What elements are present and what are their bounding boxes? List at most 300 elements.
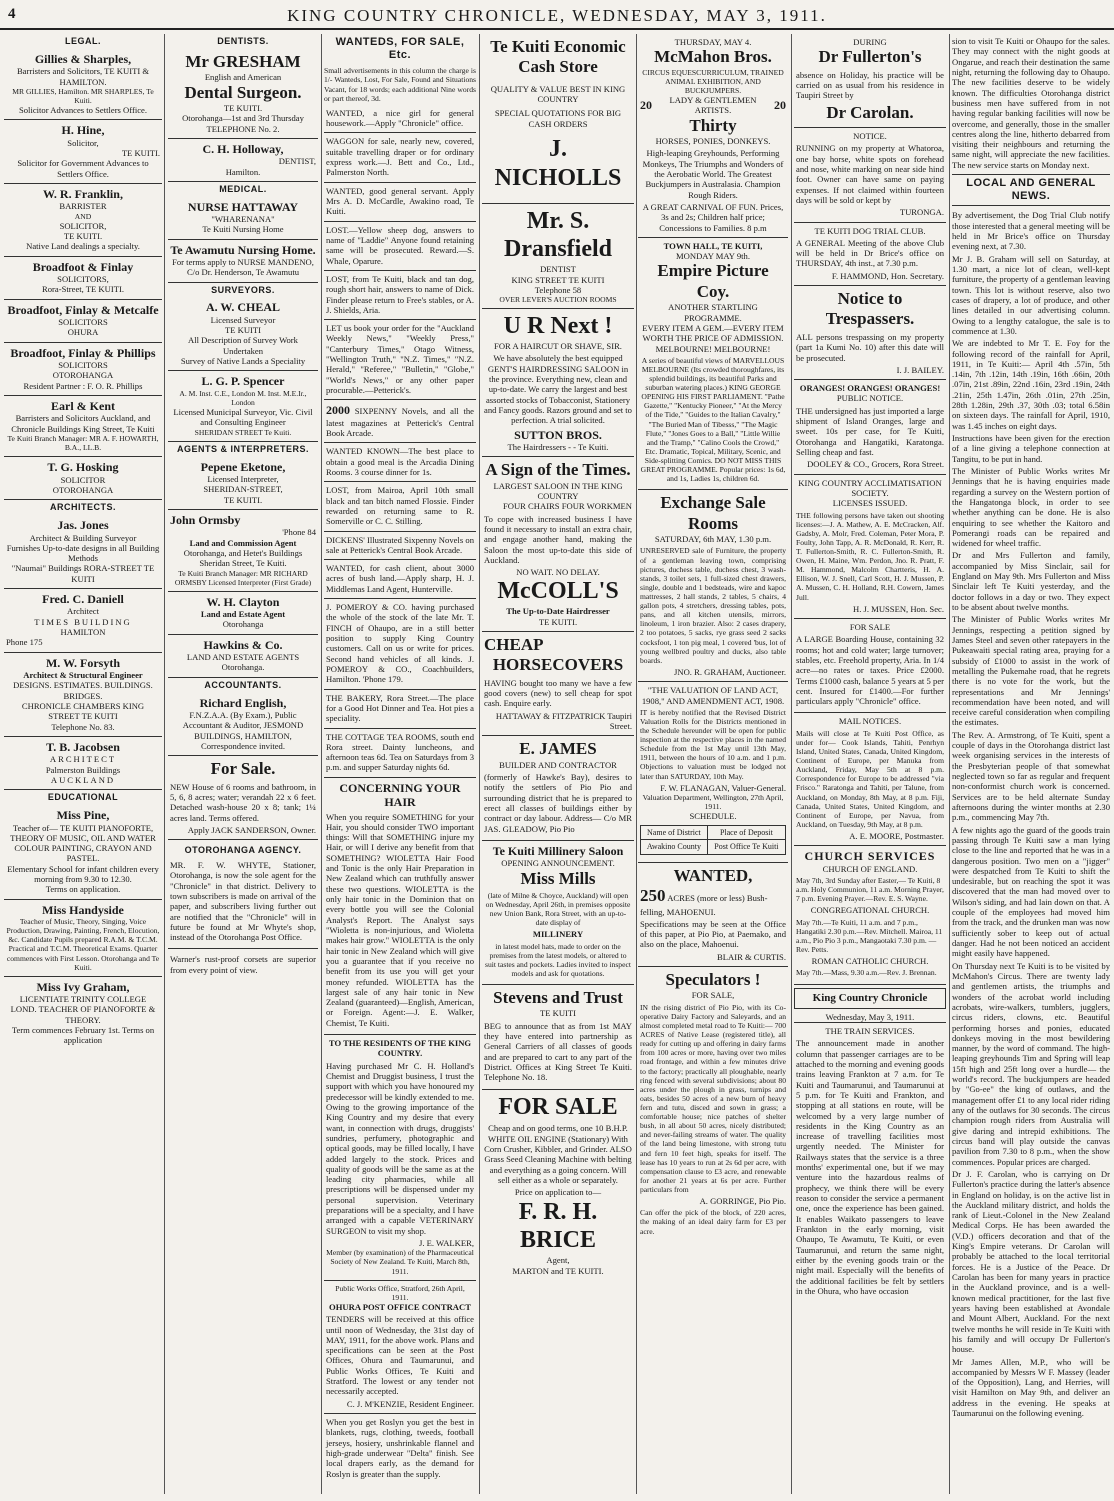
ad-title: Solicitor, (67, 137, 99, 148)
ad-desc: F.N.Z.A.A. (By Exam.), Public Accountant & Auditor, JESMOND BUILDINGS, HAMILTON, Correspondence invited. (182, 709, 304, 751)
ad-text: MR. F. W. WHYTE, Stationer, Otorohanga, is now the sole agent for the "Chronicle" in that district. Delivery to town subscribers is made on arrival of the paper, and subscribers living further out are notified that the "Chronicle" will in future be found at Mr Whyte's shop, instead of the Otorohanga Post Office. (170, 859, 316, 943)
ad-text: HAVING bought too many we have a few good covers (new) to sell cheap for spot cash. Enquire early. (484, 677, 632, 709)
classified-ad: LOST.—Yellow sheep dog, answers to name of "Laddie" Anyone found retaining same will be prosecuted. Reward.—S. Whale, Oparure. (324, 222, 476, 271)
ad-name: McCOLL'S (497, 578, 619, 605)
section-heading: ARCHITECTS. (50, 502, 116, 513)
ad-name: Broadfoot, Finlay & Metcalfe (7, 302, 159, 317)
section-heading: CHURCH SERVICES (804, 849, 936, 864)
church-text: May 7th, 3rd Sunday after Easter,— Te Kuiti, 8 a.m. Holy Communion, 11 a.m. Morning Prayer, 7 p.m. Evening Prayer.—Rev. E. S. Wayne. (796, 876, 944, 904)
news-item: Dr J. F. Carolan, who is carrying on Dr Fullerton's practice during the latter's absence in England on holiday, is on the active list in the Auckland military district, and holds the rank of Lieut.-Colonel in the New Zealand Medical Corps. He has been awarded the (V.D.) officers decoration and that of the King's Empire veterans. Dr Carolan will probably be attached to the local territorial forces. He is a Justice of the Peace. Dr Carolan has been for many years in practice in the Auckland province, and is a well-known medical practitioner, for the last five years having been established at Avondale and Mount Albert, Auckland. For the next twelve months he will reside in Te Kuiti with his family and will occupy Dr Fullerton's house. (952, 1168, 1110, 1355)
column-rule (791, 34, 792, 1494)
ad-addr: Otorohanga, and Hetet's Buildings Sheridan Street, Te Kuiti. (183, 547, 303, 569)
ad-phone: Telephone No. 83. (51, 721, 115, 732)
ad-title: Licensed Surveyor (210, 314, 276, 325)
ad-addr: SHERIDAN STREET Te Kuiti. (194, 427, 292, 437)
ad-otorohanga-agency (168, 840, 318, 949)
ad-sub: The Up-to-Date Hairdresser (506, 606, 610, 617)
ad-name: F. R. H. BRICE (518, 1198, 598, 1254)
classified-ad: DICKENS' Illustrated Sixpenny Novels on sale at Petterick's Central Book Arcade. (324, 532, 476, 561)
ad-text: THE undersigned has just imported a large shipment of Island Oranges, large and sweet. 10s per case, for Te Kuiti, Otorohanga and Hangatiki, Karatonga. Selling cheap and fast. (796, 405, 944, 457)
ad-title: OHURA POST OFFICE CONTRACT (329, 1301, 471, 1312)
ad-name: Te Awamutu Nursing Home. (170, 242, 316, 257)
ad-list: DESIGNS. ESTIMATES. BUILDINGS. BRIDGES. (13, 680, 153, 701)
ad-title: SOLICITORS, (57, 274, 109, 285)
ad-body (640, 886, 786, 917)
church-heading: CONGREGATIONAL CHURCH. (810, 905, 930, 916)
ad-foot: The Hairdressers - - Te Kuiti. (507, 441, 609, 452)
ad-name: Miss Handyside (42, 902, 124, 917)
ad-price: Price on application to— (514, 1187, 602, 1198)
ad-sub: LARGEST SALOON IN THE KING COUNTRY (493, 480, 623, 501)
ad-sign: F. HAMMOND, Hon. Secretary. (831, 270, 944, 281)
mail-sign: A. E. MOORE, Postmaster. (849, 830, 944, 841)
mail-notices (794, 713, 946, 846)
ad-title: Land and Estate Agent (200, 609, 286, 620)
ad-sign: F. W. FLANAGAN, Valuer-General. (660, 782, 786, 793)
rates-note: Small advertisements in this column the charge is 1/- Wanteds, Lost, For Sale, Found and Situations Vacant, for 18 words; each additional Nine words or part thereof, 3d. (324, 66, 476, 103)
classified-ad: THE BAKERY, Rora Street.—The place for a Good Hot Dinner and Tea. Hot pies a speciality. (324, 690, 476, 729)
ad-text: (formerly of Hawke's Bay), desires to notify the settlers of Pio Pio and surrounding district that he is prepared to erect all classes of buildings either by contract or day labour. Address— C/o MR JAS. GLEADOW, Pio Pio (484, 771, 632, 834)
ad-sub: English and American (204, 72, 282, 83)
article-heading: THE TRAIN SERVICES. (825, 1026, 915, 1036)
ad-title: CONCERNING YOUR HAIR (339, 780, 461, 810)
ad-name: Miss Ivy Graham, (36, 979, 130, 994)
ad-artists (640, 95, 786, 116)
ad-terms: Term commences February 1st. Terms on application (11, 1025, 155, 1046)
ad-name: Dr Fullerton's (818, 47, 922, 67)
article-text: sion to visit Te Kuiti or Ohaupo for the sales. They may connect with the night goods at Ongarue, and reach their destination the same night, returning the following day to Ohaupo. The new facilities deserve to be widely known. The difficulties Otorohanga district business men have suffered from in not having regular banking facilities will now be overcome, and generally, those in the smaller centres along the line, hitherto debarred from visiting their neighbours and returning the same night, will appreciate the new facilities. The new service starts on Monday next. (952, 36, 1110, 170)
ad-place: HAMILTON (60, 627, 106, 638)
ad-ormsby (168, 510, 318, 592)
ad-addr: "Naumai" Buildings RORA-STREET TE KUITI (11, 563, 155, 584)
table-row (641, 840, 786, 855)
ad-line: AND (74, 211, 92, 221)
ad-title: TO THE RESIDENTS OF THE KING COUNTRY. (328, 1038, 472, 1059)
ad-name: Gillies & Sharples, (34, 51, 132, 66)
ad-name: Hawkins & Co. (203, 637, 283, 652)
ad-text: NEW House of 6 rooms and bathroom, in 5, 6, 8 acres; water; verandah 22 x 6 feet. Detached wash-house 20 x 8; tank; 1¼ acres land. Terms offered. (170, 781, 316, 823)
classified-ad (324, 400, 476, 443)
ad-text: Warner's rust-proof corsets are superior from every point of view. (170, 954, 316, 975)
ad-name: SUTTON BROS. (514, 427, 602, 442)
ad-title: Architect & Building Surveyor (29, 532, 137, 543)
news-item: Mr J. B. Graham will sell on Saturday, at 1.30 mart, a nice lot of clean, well-kept furniture, the property of a gentleman leaving town. This lot is without reserve, also two cases of drapery, a lot of produce, and other lines detailed in our advertising column. Owing to a lengthy catalogue, the sale is to commence at 1.30. (952, 253, 1110, 336)
ad-title: Te Kuiti Economic Cash Store (490, 37, 626, 77)
ad-notice (794, 128, 946, 223)
ad-title: ORANGES! ORANGES! ORANGES! (799, 383, 941, 394)
ad-sign: JNO. R. GRAHAM, Auctioneer. (674, 666, 786, 677)
ad-number: 2000 (326, 403, 350, 418)
ad-name: Miss Pine, (56, 808, 110, 823)
church-text: May 7th.—Te Kuiti, 11 a.m. and 7 p.m., Hangatiki 2.30 p.m.—Rev. Mitchell. Mairoa, 11 a.m., Pio Pio 3 p.m., Mangaotaki 7.30 p.m. —Rev. Petts. (796, 917, 943, 954)
ad-foot: Survey of Native Lands a Speciality (180, 356, 306, 367)
ad-name: John Ormsby (170, 512, 241, 527)
ad-name: M. W. Forsyth (45, 655, 120, 670)
column-professional (168, 34, 318, 1494)
column-wanteds (324, 34, 476, 1494)
ad-sign: TURONGA. (899, 207, 944, 218)
ad-sub: CIRCUS EQUESCURRICULUM, TRAINED ANIMAL EXHIBITION, AND BUCKJUMPERS. (642, 67, 784, 95)
ad-name: Earl & Kent (51, 399, 115, 414)
ad-gem: EVERY ITEM A GEM.—EVERY ITEM WORTH THE PRICE OF ADMISSION. (642, 322, 784, 344)
ad-fullerton (794, 34, 946, 128)
ad-foot: in latest model hats, made to order on the premises from the latest models, or altered to suit tastes and pockets. Ladies invited to inspect models and ask for quotations. (485, 941, 631, 978)
ad-text: High-leaping Greyhounds, Performing Monkeys, The Triumphs and Wonders of the Aerobatic World. The Greatest Buckjumpers in Australasia. Champion Rough Riders. (642, 148, 784, 200)
classified-ad: WANTED KNOWN—The best place to obtain a good meal is the Arcadia Dining Rooms. 3 course dinner for 1s. (324, 443, 476, 482)
ad-desc: All Description of Survey Work Undertaken (188, 335, 298, 356)
ad-title: Te Kuiti Millinery Saloon (492, 843, 624, 858)
church-text: May 7th.—Mass, 9.30 a.m.—Rev. J. Brennan. (796, 968, 937, 978)
ad-title: SOLICITOR (60, 474, 106, 485)
ad-foot: A GREAT CARNIVAL OF FUN. Prices, 3s and 2s; Children half price; Concessions to Families. 8 p.m (642, 201, 784, 233)
ad-lady: LADY & GENTLEMEN ARTISTS. (669, 95, 757, 116)
ad-exchange (638, 490, 788, 682)
ad-phone: Phone 175 (6, 637, 43, 648)
ad-place: Otorohanga (222, 619, 264, 630)
ad-title: BUILDER AND CONTRACTOR (499, 759, 617, 770)
table-header: Place of Deposit (707, 825, 785, 840)
ad-title: LAND AND ESTATE AGENTS (186, 652, 300, 663)
ad-foot: Te Kuiti Nursing Home (202, 224, 284, 235)
news-item: Mr James Allen, M.P., who will be accompanied by Messrs W F. Massey (leader of the Opposition), Lang, and Herries, will visit Hamilton on May 9th, and deliver an address in the evening. He speaks at Taumarunui on the following evening. (952, 1356, 1110, 1419)
ad-text: TENDERS will be received at this office until noon of Wednesday, the 31st day of MAY, 1911, for the above work. Plans and specifications can be seen at the Post Offices, Ohura and Taumarunui, and Public Works Offices, Te Kuiti and Stratford. The lowest or any tender not necessarily accepted. (326, 1314, 474, 1397)
ad-addr: CHRONICLE CHAMBERS KING STREET TE KUITI (21, 701, 145, 722)
ad-place: MARTON and TE KUITI. (512, 1265, 604, 1276)
editorial-masthead: King Country Chronicle (794, 988, 946, 1009)
ad-name: Fred. C. Daniell (42, 592, 124, 607)
ad-title: FOR SALE (498, 1093, 618, 1120)
ad-special: SPECIAL QUOTATIONS FOR BIG CASH ORDERS (494, 108, 622, 129)
ad-foot: Native Land dealings a specialty. (26, 241, 140, 252)
news-item: On Thursday next Te Kuiti is to be visited by McMahon's Circus. There are twenty lady and gentlemen artists, the triumphs and wonders of the acrobat world including acrobats, wire-walkers, tumblers, jugglers, circus riders, clowns, etc. Beautiful performing horses and ponies, educated donkeys moving in the most bewildering manner, by the word of command. The high-leaping greyhounds Tim and Spring will leap 15ft high and 25ft long over a hurdle— the world's record. The buckjumpers are headed by "Go-ee" the king of outlaws, and the management offer £1 to any local rider riding any of the outlaws for 30 seconds. The circus champion rough riders from Australia will give daring and intrepid exhibitions. The circus band will play outside the canvas pavilion from 7.30 to 8 p.m., when the show commences. Popular prices are charged. (952, 960, 1110, 1167)
ad-sign: A. GORRINGE, Pio Pio. (699, 1196, 786, 1207)
ad-text: We have absolutely the best equipped GENT'S HAIRDRESSING SALOON in the province. Everything new, clean and up-to-date. We carry the largest and best assorted stocks of Tobacconist, Stationery and Fancy goods. Razors ground and set to perfection. A trial solicited. (484, 353, 632, 426)
ad-for-sale (168, 756, 318, 840)
ad-foot: Te Kuiti Branch Manager: MR A. F. HOWARTH, B.A., LL.B. (7, 434, 159, 453)
ad-title: A Sign of the Times. (485, 460, 631, 480)
ad-dog-trial (794, 223, 946, 287)
ad-phone: Telephone 58 (534, 284, 582, 295)
ad-hawkins (168, 635, 318, 678)
column-rule (949, 34, 950, 1494)
ad-pine (4, 805, 162, 900)
news-item: The Minister of Public Works writes Mr Jennings, respecting a petition signed by James Steel and seven other ratepayers in the Pukeawaiti special rating area, praying for a subsidy of £1000 to assist in the work of metalling the Pukemahe road, that he regrets there is no vote for the work, but the representations and Mr Jennings' recommendation have been noted, and will receive careful consideration when compiling the estimates. (952, 614, 1110, 728)
ad-name: L. G. P. Spencer (201, 374, 285, 389)
ad-line: BARRISTER (59, 201, 107, 212)
ad-jacobsen (4, 737, 162, 790)
ad-residents (324, 1035, 476, 1281)
news-item: By advertisement, the Dog Trial Club notify those interested that a general meeting will be held in Mr Brice's office on Thursday evening next, at 7.30. (952, 210, 1110, 252)
ad-thirty: Thirty (689, 115, 737, 135)
ad-name: W. H. Clayton (206, 594, 280, 609)
section-heading: LEGAL. (65, 36, 101, 46)
ad-name: Stevens and Trust (493, 988, 623, 1008)
ad-text: To cope with increased business I have found it necessary to install an extra chair, and engage another hand, making the Saloon the most up-to-date this side of Auckland. (484, 513, 632, 565)
ad-trespassers (794, 286, 946, 380)
schedule-table (640, 825, 786, 855)
ad-text: BEG to announce that as from 1st MAY they have entered into partnership as General Carriers of all classes of goods and are prepared to cart to any part of the District. Offices at King Street Te Kuiti. Telephone No. 18. (484, 1020, 632, 1083)
ad-desc: Furnishes Up-to-date designs in all Building Methods (6, 542, 160, 564)
ad-oto: Otorohanga—1st and 3rd Thursday (182, 113, 304, 124)
ad-line: SOLICITOR, (59, 220, 107, 231)
ad-sub: ANOTHER STARTLING PROGRAMME. (668, 302, 758, 323)
classified-ad: WANTED, a nice girl for general housework.—Apply "Chronicle" office. (324, 105, 476, 134)
ad-hine (4, 120, 162, 184)
masthead (0, 0, 1114, 30)
ad-date: THURSDAY, MAY 4. (674, 37, 752, 47)
ad-name: E. JAMES (519, 739, 597, 759)
ad-title: Licensed Municipal Surveyor, Vic. Civil and Consulting Engineer (173, 407, 313, 428)
ad-place: OTOROHANGA (52, 485, 114, 496)
ad-economic-cash-store (482, 34, 634, 204)
ad-acclimatisation (794, 475, 946, 619)
column-legal (4, 34, 162, 1494)
ad-terms: Terms on application. (45, 884, 121, 895)
ad-foot: Member (by examination) of the Pharmaceutical Society of New Zealand. Te Kuiti, March 8th, 1911. (326, 1248, 474, 1276)
ad-foot: Resident Partner : F. O. R. Phillips (23, 380, 143, 391)
ad-daniell (4, 589, 162, 653)
news-item: The Minister of Public Works writes Mr Jennings that he is having enquiries made regarding a survey on the Western portion of the Hangatonga block, in order to see whether anything can be done. He is also enquiring to see whether the Kaitoro and Pomerangi roads can be repaired and widened for wheel traffic. (952, 465, 1110, 549)
church-heading: CHURCH OF ENGLAND. (822, 863, 918, 874)
ad-text: THE following persons have taken out shooting licenses:—J. A. Mathew, A. E. McCracken, Alf. Gadsby, A. Molr, Fred. Coleman, Peter Mora, P. Foulty, John Tapp, A. R. McDonald, R. Kerr, R. T. Fullerton-Smith, R. C. Fullerton-Smith, R. Owen, H. Maine, Wm. Perdon, Jno. R. Pratt, F. M. Hammond, Malcolm Chartteris, H. A. Ellison, W. J. Snell, Carl Scott, H. J. Mussen, P. A. Mussen, C. H. Holland, R.H. Cowern, James Jull. (796, 510, 944, 602)
section-heading: AGENTS & INTERPRETERS. (176, 443, 309, 454)
news-item: A few nights ago the guard of the goods train passing through Te Kuiti saw a man lying close to the line and reported that he was in a dangerous position. Two men on a "jigger" were despatched from Te Kuiti to shift the undesirable, but on reaching the spot it was discovered that the man had moved over to Wilson's siding, and had lain down on that. A couple of the employees had moved him from the track, and the drunken man was now sufficiently sober to keep out of actual danger. Had he not been noticed an accident might easily have happened. (952, 824, 1110, 959)
ad-name: Empire Picture Coy. (657, 261, 769, 301)
ad-title: FOR SALE (849, 621, 891, 632)
ad-title: "THE VALUATION OF LAND ACT, 1908," AND AMENDMENT ACT, 1908. (641, 685, 785, 706)
ad-name: Richard English, (199, 695, 287, 710)
ad-name: NURSE HATTAWAY (187, 199, 299, 214)
ad-hair (324, 778, 476, 1035)
ad-forsyth (4, 653, 162, 737)
ad-sub: LICENSES ISSUED. (832, 498, 908, 509)
ad-addr: SHERIDAN-STREET, (203, 484, 283, 495)
ad-text: ACRES (more or less) Bush-felling, MAHOENUI. (640, 893, 768, 917)
ad-quality: QUALITY & VALUE BEST IN KING COUNTRY (490, 83, 626, 105)
ad-place: TE KUITI. (121, 148, 160, 159)
ad-text: Having purchased Mr C. H. Holland's Chemist and Druggist business, I trust the support with which you have honoured my predecessor will be kindly extended to me. Owing to the growing importance of the King Country and my desire that every want, in connection with drugs, druggists' sundries, perfumery, photographic and optical goods, may be filled locally, I have added largely to the stock. Prices and quality of goods will be the same as at the leading city pharmacies, while all prescriptions will be dispensed under my personal supervision. Veterinary preparations will be a specialty, and I have arranged with a capable VETERINARY SURGEON to visit my shop. (326, 1060, 474, 1236)
ad-during: DURING (853, 37, 887, 47)
ad-title: CHEAP (484, 634, 544, 654)
ad-text: A GENERAL Meeting of the above Club will be held in Dr Brice's office on THURSDAY, 4th inst., at 7.30 p.m. (796, 237, 944, 269)
ad-number: 20 (774, 98, 786, 113)
ad-for-sale-engine (482, 1090, 634, 1280)
section-heading: SURVEYORS. (211, 284, 275, 295)
ad-holloway (168, 139, 318, 182)
ad-sign-times (482, 457, 634, 632)
ad-wanted-bushfelling (638, 863, 788, 967)
ad-sign: HATTAWAY & FITZPATRICK Taupiri Street. (495, 710, 632, 731)
ad-addr: KING STREET TE KUITI (511, 274, 605, 285)
ad-home: "WHARENANA" (211, 214, 275, 225)
ad-jones (4, 515, 162, 589)
ad-desc: A. M. Inst. C.E., London M. Inst. M.E.Ir., London (179, 388, 307, 407)
ad-text: RUNNING on my property at Whatoroa, one bay horse, white spots on forehead and nose, white marking on near side hind foot. Owner can have same on paying expenses. If not claimed within fourteen days will be sold or kept by (796, 143, 944, 205)
ad-sub: FOR A HAIRCUT OR SHAVE, SIR. (494, 341, 622, 352)
classified-ad: J. POMEROY & CO. having purchased the whole of the stock of the late Mr. T. FINCH of Ohaupo, are in a still better position to supply King Country customers. Call on us or write for prices. Second hand vehicles of all kinds. J. POMEROY & CO., Coachbuilders, Hamilton. 'Phone 179. (324, 599, 476, 690)
ad-broadfoot-finlay (4, 257, 162, 300)
ad-empire (638, 238, 788, 491)
news-item: The Rev. A. Armstrong, of Te Kuiti, spent a couple of days in the Otorohanga district last week organising services in the interests of the Presbyterian people of that somewhat neglected town so far as regular and frequent non-conformist church work is concerned. Services are to be held alternate Sunday afternoons during the winter months at 2.30 p.m., commencing May 7th. (952, 729, 1110, 823)
ad-title: Land and Commission Agent (189, 537, 297, 548)
article-text: The announcement made in another column that passenger carriages are to be attached to the morning and evening goods trains leaving Frankton at 7 a.m. for Te Kuiti and Taumarunui, and Taumarunui at 5 p.m. for Te Kuiti and Frankton, and stopping at all stations en route, will be welcomed by a very large number of residents in the King Country as an increase of travelling facilities most urgently needed. The Minister for Railways states that the service is a three months' experimental one, but if we may venture into the hazardous realms of prophecy, we think there will be every reason to consider the service a permanent one, once the experience has been gained. It enables Waikato passengers to leave Frankton in the early morning, visit Ohaupo, Te Awamutu, Te Kuiti, or even Taumarunui, and return the same night, either by the evening goods train or the night mail. Especially will the benefits of the additional facilities be felt by settlers in the Ohura, who have occasion (796, 1038, 944, 1296)
ad-desc: Teacher of Music, Theory, Singing, Voice Production, Drawing, Painting, French, Elocution, &c. Candidate Pupils prepared R.A.M. & T.C.M. Practical and T.C.M. Theoretical Exams. Quarter commences with First Lesson. Otorohanga and Te Kuiti. (6, 917, 160, 972)
ad-sched-heading: SCHEDULE. (689, 811, 737, 822)
ad-name: Mr GRESHAM (185, 51, 301, 71)
ad-date: SATURDAY, 6th MAY, 1.30 p.m. (654, 534, 772, 545)
ad-text: ALL persons trespassing on my property (part 1a Kumi No. 10) after this date will be prosecuted. (796, 331, 944, 363)
ad-place: TE KUITI. (223, 494, 263, 505)
ad-name: Exchange Sale Rooms (660, 493, 766, 533)
ad-name: H. Hine, (61, 123, 105, 138)
ad-title: Notice to Trespassers. (825, 289, 915, 329)
ad-name: McMahon Bros. (654, 47, 772, 67)
editorial-train (794, 1022, 946, 1302)
section-heading: WANTEDS, FOR SALE, Etc. (335, 36, 465, 62)
ad-title: U R Next ! (503, 313, 613, 340)
column-entertainment (638, 34, 788, 1494)
section-heading: MAIL NOTICES. (838, 716, 902, 727)
ad-title: DENTIST (540, 264, 576, 275)
church-heading: ROMAN CATHOLIC CHURCH. (811, 956, 929, 967)
ad-name: C. H. Holloway, (202, 141, 284, 156)
ad-name: A. W. CHEAL (205, 300, 281, 315)
ad-sub: OPENING ANNOUNCEMENT. (501, 858, 615, 869)
ad-head: Public Works Office, Stratford, 26th April, 1911. (335, 1283, 465, 1302)
ad-place: OHURA (67, 327, 99, 338)
ad-venue: TOWN HALL, TE KUITI, (663, 240, 763, 251)
column-news (952, 34, 1110, 1494)
ad-place: TE KUITI (224, 325, 262, 336)
classified-ad: LOST, from Mairoa, April 10th small black and tan bitch named Flossie. Finder rewarded on returning same to R. Somerville or C. C. Stilling. (324, 482, 476, 531)
classified-ad: LOST, from Te Kuiti, black and tan dog, rough short hair, answers to name of Dick. Finder please return to Free's stables, or A. J. Shields, Aria. (324, 271, 476, 320)
ad-james (482, 736, 634, 841)
ad-sign: H. J. MUSSEN, Hon. Sec. (853, 603, 944, 614)
ad-text: A LARGE Boarding House, containing 32 rooms; hot and cold water; large turnover; stables, etc. Freehold property, Aria. In 1/4 acre—no rates or taxes. Price £2000. Terms £1000 cash, balance 5 years at 5 per cent. Insured for £1400.—For further particulars apply "Chronicle" office. (796, 634, 944, 707)
ad-desc: For terms apply to NURSE MANDENO, C/o Dr. Henderson, Te Awamutu (172, 257, 314, 278)
ad-sign: C. J. M'KENZIE, Resident Engineer. (346, 1398, 474, 1409)
ad-mcmahon (638, 34, 788, 238)
column-shops (482, 34, 634, 1494)
ad-sub: FOR SALE, (691, 990, 735, 1001)
ad-broadfoot-metcalfe (4, 300, 162, 343)
ad-title: OTOROHANGA AGENCY. (184, 845, 302, 856)
ad-number: 250 (640, 886, 666, 906)
ad-place: Hamilton. (225, 166, 261, 177)
ad-name: Mr. S. Dransfield (504, 207, 612, 263)
ad-millinery (482, 841, 634, 985)
classified-ad: WANTED, good general servant. Apply Mrs A. D. McCardle, Awakino road, Te Kuiti. (324, 183, 476, 222)
page-title: KING COUNTRY CHRONICLE, WEDNESDAY, MAY 3, 1911. (287, 6, 827, 25)
mail-text: Mails will close at Te Kuiti Post Office, as under for— Cook Islands, Tahiti, Penrhyn Island, United States, Canada, United Kingdom, Continent of Europe, per Manuka from Auckland, Friday, May 5th at 8 p.m. Correspondence for Europe to be addressed "via Frisco." Raratonga and Tahiti, per Talune, from Auckland, on Monday, 8th May, at 8 p.m. Fiji, Canada, United States, United Kingdom, and Continent of Europe, per Navua, from Auckland, on Tuesday, 9th May, at 8 p.m. (796, 728, 944, 829)
classified-ad: LET us book your order for the "Auckland Weekly News," "Weekly Press," "Canterbury Times," Otago Witness, "Wellington Truth," "N.Z. Times," "N.Z. Herald," "Referee," "Bulletin," "Globe," "World's News," or any other paper procurable.—Petterick's. (324, 320, 476, 400)
ad-title: SOLICITORS (58, 317, 108, 328)
ad-bldg: TIMES BUILDING (34, 616, 132, 627)
ad-place: Otorohanga. (221, 662, 265, 673)
ad-word: MILLINERY (532, 929, 584, 940)
news-item: We are indebted to Mr T. E. Foy for the following record of the rainfall for April, 1911, in Te Kuiti:— April 4th .57in, 5th .14in, 7th .12in, 14th .19in, 16th .66in, 20th .07in, 21st .89in, 22nd .16in, 23rd .19in, 24th .21in, 25th 1.47in, 26th .01in, 27th .25in, 28th 1.28in, 29th .37, 30th .03; total 6.58in on sixteen days. The rainfall for April, 1910, was 1.45 inches on eight days. (952, 338, 1110, 431)
ad-branch: Te Kuiti Branch Manager: MR RICHARD ORMSBY Licensed Interpreter (First Grade) (174, 568, 312, 587)
ad-eketone (168, 457, 318, 510)
ad-awamutu (168, 240, 318, 283)
ad-number: 20 (640, 98, 652, 113)
ad-urnext (482, 309, 634, 457)
ad-text: When you require SOMETHING for your Hair, you should consider TWO important things: Will that SOMETHING injure my Hair, or will I derive any benefit from that SOMETHING? WIOLETTA Hair Food and Tonic is the only Hair Preparation in New Zealand which can truthfully answer these two questions. WIOLETTA is the only hair tonic in the Dominion that on every bottle you will see the Colonial Analyst's Report. The Analyst says "Wioletta is non-injurious, and Wioletta makes hair grow." WIOLETTA is the only hair tonic in New Zealand which will give you a guarantee that if you receive no benefit from its use you will get your money refunded. WIOLETTA has the largest sale of any hair tonic in New Zealand (guaranteed)—English, American, or Foreign. Agent:—J. E. Walker, Chemist, Te Kuiti. (326, 811, 474, 1028)
ad-name: Miss Mills (520, 868, 596, 888)
ad-title: KING COUNTRY ACCLIMATISATION SOCIETY. (798, 477, 942, 498)
ad-cheal (168, 297, 318, 371)
ad-date: MONDAY MAY 9th. (676, 251, 750, 262)
ad-foot: Solicitor Advances to Settlers Office. (18, 105, 147, 116)
table-cell: Post Office Te Kuiti (707, 840, 785, 855)
ad-phone: 'Phone 84 (282, 527, 316, 538)
ad-text: absence on Holiday, his practice will be carried on as usual from his residence in Taupiri Street by (796, 69, 944, 101)
ad-name: Pepene Eketone, (200, 459, 286, 474)
ad-foot: Apply JACK SANDERSON, Owner. (187, 824, 316, 835)
section-heading: MEDICAL. (219, 183, 267, 194)
ad-sign: J. E. WALKER, (419, 1238, 474, 1249)
column-rule (164, 34, 165, 1494)
ad-stevens-trust (482, 985, 634, 1090)
ad-sub: PUBLIC NOTICE. (836, 393, 904, 404)
ad-warner (168, 949, 318, 981)
ad-text: Cheap and on good terms, one 10 B.H.P. WHITE OIL ENGINE (Stationary) With Corn Crusher, Kibbler, and Grinder. ALSO Grass Seed Cleaning Machine with belting and everything as a going concern. Will sell either as a whole or separately. (484, 1123, 632, 1186)
ad-title: SOLICITORS (58, 360, 108, 371)
ad-title: Agent, (546, 1255, 570, 1266)
ad-title: NOTICE. (853, 131, 887, 142)
ad-name: J. NICHOLLS (494, 136, 622, 191)
ad-title: Licensed Interpreter, (207, 473, 279, 484)
ad-name: T. G. Hosking (47, 460, 119, 475)
classified-ad: WAGGON for sale, nearly new, covered, suitable travelling draper or for ordinary express work.—J. Bett and Co., Ltd., Palmerston North. (324, 133, 476, 182)
ad-dransfield (482, 204, 634, 310)
column-rule (479, 34, 480, 1494)
table-cell: Awakino County (641, 840, 708, 855)
ad-desc: Teacher of— TE KUITI PIANOFORTE, THEORY OF MUSIC, OIL AND WATER COLOUR PAINTING, CRAYON AND PASTEL. (10, 822, 156, 864)
ad-broadfoot-phillips (4, 343, 162, 396)
ad-handyside (4, 900, 162, 977)
ad-sign: I. J. BAILEY. (896, 364, 944, 375)
ad-text: (late of Milne & Choyce, Auckland) will open on Wednesday, April 26th, in premises opposite new Union Bank, Rora Street, with an up-to-date display of (485, 890, 631, 928)
ad-chairs: FOUR CHAIRS FOUR WORKMEN (502, 501, 632, 512)
ad-title: HORSECOVERS (492, 655, 624, 675)
news-item: Dr and Mrs Fullerton and family, accompanied by Miss Sinclair, sail for England on May 9th. Mrs Fullerton and Miss Sinclair left Te Kuiti yesterday, and the doctor follows in a day or two. They expect to be absent about twelve months. (952, 550, 1110, 612)
ad-place: TE KUITI. (538, 616, 578, 627)
ad-name: W. R. Franklin, (43, 186, 123, 201)
ad-hosking (4, 457, 162, 500)
ad-clayton (168, 592, 318, 635)
ad-place: TE KUITI. (223, 102, 263, 113)
ad-earl-kent (4, 396, 162, 457)
ad-english (168, 693, 318, 757)
ad-title: ARCHITECT (49, 754, 117, 765)
ad-text: A series of beautiful views of MARVELLOUS MELBOURNE (Its crowded thoroughfares, its splendid buildings, its beautiful Parks and suburban watering places.) KING GEORGE OPENING HIS FIRST PARLIAMENT. "Pathe Gazette," "Kentucky Pioneer," "At the Mercy of the Tide," "Guides to the Italian Cavalry," "The Buried Man of Tibesss," "The Magic Flute," "Jones Goes to a Ball," "Little Willie and the Tramp," "Calino Cools the Crowd," Etc. Dramatic, Topical, Military, Scenic, and Side-splitting Comics. DO NOT MISS THIS GREAT PROGRAMME. Popular prices: 1s 6d, and 1s, Ladies 1s, children 6d. (640, 355, 786, 484)
ad-foot: Can offer the pick of the block, of 220 acres, the making of an ideal dairy farm for £3 per acre. (640, 1208, 786, 1236)
ad-foot: Solicitor for Government Advances to Settlers Office. (17, 158, 149, 179)
ad-place: TE KUITI. (63, 231, 103, 242)
ad-title: Dental Surgeon. (184, 82, 302, 102)
ad-text: IN the rising district of Pio Pio, with its Co-operative Dairy Factory and Saleyards, and an almost completed metal road to Te Kuiti:— 700 ACRES of Native Lease (registered title), all ready for cutting up and offering in dairy farms from 100 acres or more, having over two miles road frontage, and within a few minutes drive to the factory; practically all ploughable, nearly ring fenced with several subdivisions; about 80 acres under the plough in grass, turnips and oats, besides 50 acres of a new burn of heavy fern and tutu, disced and sown in grass; a comfortable house; nice patches of shelter bush, in all about 50 acres, nicely distributed; and never-failing streams of water. The quality of the land being limestone, with strong tutu and fern 10 feet high, speaks for itself. The lease has 10 years to run at 2s 6d per acre, with compensation clause to £3 acre, and renewable for another 21 years at 6s per acre. Further particulars from (640, 1002, 786, 1194)
classified-ad: WANTED, for cash client, about 3000 acres of bush land.—Apply sharp, H. J. Middlemas Land Agent, Hunterville. (324, 560, 476, 599)
ad-title: Speculators ! (665, 970, 761, 990)
ad-title: Architect & Structural Engineer (23, 670, 143, 681)
ad-spec: Specifications may be seen at the Office of this paper, at Pio Pio, at Paemako, and also on the place, Mahoenui. (640, 918, 786, 950)
section-heading: DENTISTS. (217, 36, 269, 46)
ad-boarding-house (794, 619, 946, 714)
ad-name: T. B. Jacobsen (46, 740, 120, 754)
ad-public-works (324, 1281, 476, 1414)
ad-text: SIXPENNY Novels, and all the latest magazines at Petterick's Central Book Arcade. (326, 406, 474, 439)
